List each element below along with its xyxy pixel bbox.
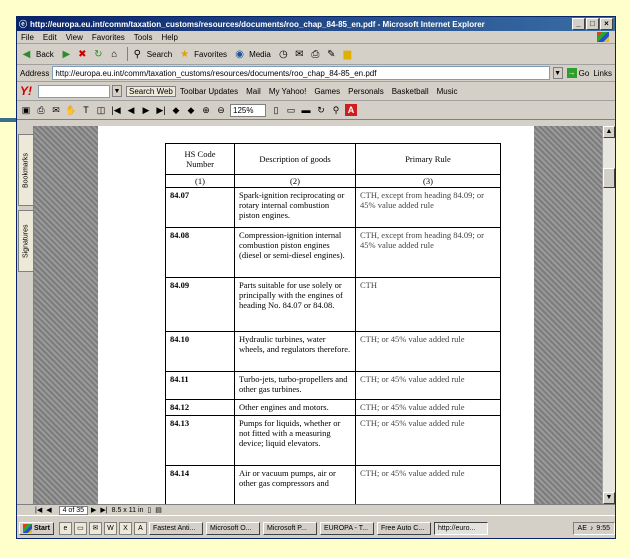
home-icon[interactable]: ⌂	[111, 48, 118, 60]
start-label: Start	[34, 524, 50, 532]
taskbar-item[interactable]: Free Auto C...	[377, 522, 431, 535]
hand-tool-icon[interactable]: ✋	[65, 104, 77, 115]
menu-view[interactable]: View	[65, 32, 83, 42]
hs-code-cell: 84.13	[166, 416, 235, 466]
back-button[interactable]: Back	[36, 49, 54, 59]
edit-icon[interactable]: ✎	[327, 48, 336, 60]
rule-cell: CTH; or 45% value added rule	[356, 466, 501, 505]
taskbar-item-active[interactable]: http://euro...	[434, 522, 488, 535]
address-url: http://europa.eu.int/comm/taxation_customs/resources/documents/roo_chap_84-85_en.pdf	[55, 68, 377, 78]
rule-cell: CTH, except from heading 84.09; or 45% value added rule	[356, 188, 501, 228]
maximize-button[interactable]: □	[586, 18, 599, 30]
select-text-icon[interactable]: T	[83, 105, 89, 115]
column-number: (2)	[235, 175, 356, 188]
go-label: Go	[578, 68, 590, 78]
menu-file[interactable]: File	[21, 32, 34, 42]
document-background-left	[34, 126, 98, 504]
favorites-star-icon[interactable]: ★	[180, 48, 190, 60]
rules-of-origin-table	[165, 143, 501, 504]
go-arrow-icon: →	[567, 68, 576, 77]
yahoo-search-dropdown[interactable]: ▼	[112, 85, 122, 97]
bookmarks-tab[interactable]: Bookmarks	[18, 134, 34, 206]
my-yahoo-button[interactable]: My Yahoo!	[268, 86, 307, 96]
print-icon[interactable]: ⎙	[311, 48, 320, 60]
continuous-page-icon[interactable]: ▤	[155, 507, 162, 514]
first-page-icon[interactable]: |◀	[111, 104, 121, 115]
hs-code-cell: 84.07	[166, 188, 235, 228]
snapshot-icon[interactable]: ◫	[96, 104, 106, 115]
page-number-field[interactable]: 4 of 35	[59, 506, 88, 515]
fit-page-icon[interactable]: ▭	[286, 104, 296, 115]
description-cell: Pumps for liquids, whether or not fitted with a measuring device; liquid elevators.	[235, 416, 356, 466]
description-cell: Compression-ignition internal combustion piston engines (diesel or semi-diesel engines).	[235, 228, 356, 278]
table-row	[166, 466, 501, 505]
adobe-logo-icon[interactable]: A	[345, 104, 357, 116]
slide-accent-bar	[0, 118, 16, 122]
header-hs-code: HS Code Number	[166, 144, 235, 175]
outlook-quicklaunch-icon[interactable]: ✉	[89, 522, 102, 535]
description-cell: Spark-ignition reciprocating or rotary internal combustion piston engines.	[235, 188, 356, 228]
forward-icon[interactable]: ▶	[62, 48, 71, 60]
last-page-button[interactable]: ▶|	[100, 507, 108, 514]
address-input[interactable]	[52, 66, 549, 80]
taskbar-item[interactable]: Fastest Anti...	[149, 522, 203, 535]
hs-code-cell: 84.11	[166, 372, 235, 400]
prev-page-button[interactable]: ◀	[46, 507, 52, 514]
menu-favorites[interactable]: Favorites	[91, 32, 125, 42]
hs-code-cell: 84.12	[166, 400, 235, 416]
go-forward-view-icon[interactable]: ◆	[187, 104, 195, 115]
column-number: (1)	[166, 175, 235, 188]
rule-cell: CTH; or 45% value added rule	[356, 416, 501, 466]
language-indicator[interactable]: AE	[577, 524, 587, 532]
search-web-button[interactable]: Search Web	[126, 86, 176, 97]
header-description: Description of goods	[235, 144, 356, 175]
pdf-page	[98, 126, 534, 504]
browser-window	[16, 16, 616, 539]
table-row	[166, 400, 501, 416]
favorites-button[interactable]: Favorites	[194, 49, 228, 59]
ie-quicklaunch-icon[interactable]: e	[59, 522, 72, 535]
menu-help[interactable]: Help	[161, 32, 178, 42]
folder-icon[interactable]: ▆	[343, 48, 352, 60]
close-button[interactable]: ×	[600, 18, 613, 30]
music-button[interactable]: Music	[436, 86, 458, 96]
previous-page-icon[interactable]: ◀	[127, 104, 135, 115]
first-page-button[interactable]: |◀	[35, 507, 43, 514]
yahoo-toolbar	[17, 82, 615, 101]
zoom-select[interactable]: 125%	[230, 104, 266, 117]
desktop-quicklaunch-icon[interactable]: ▭	[74, 522, 87, 535]
address-label: Address	[20, 68, 50, 78]
start-button[interactable]	[19, 522, 54, 535]
address-bar	[17, 65, 615, 82]
standard-toolbar	[17, 44, 615, 65]
zoom-out-icon[interactable]: ⊖	[217, 104, 225, 115]
header-primary-rule: Primary Rule	[356, 144, 501, 175]
pdf-status-bar	[17, 504, 615, 515]
word-quicklaunch-icon[interactable]: W	[104, 522, 117, 535]
toolbar-updates-button[interactable]: Toolbar Updates	[179, 86, 239, 96]
yahoo-logo[interactable]: Y!	[20, 84, 32, 98]
title-bar	[17, 17, 615, 31]
clock: 9:55	[596, 524, 610, 532]
taskbar-item[interactable]: Microsoft P...	[263, 522, 317, 535]
system-tray	[573, 522, 615, 535]
navigation-pane-tabs	[17, 126, 34, 504]
taskbar-item[interactable]: Microsoft O...	[206, 522, 260, 535]
table-row	[166, 228, 501, 278]
column-number-row	[166, 175, 501, 188]
description-cell: Air or vacuum pumps, air or other gas compressors and	[235, 466, 356, 505]
rule-cell: CTH	[356, 278, 501, 332]
refresh-icon[interactable]: ↻	[94, 48, 103, 60]
basketball-button[interactable]: Basketball	[391, 86, 429, 96]
signatures-tab[interactable]: Signatures	[18, 210, 34, 272]
description-cell: Other engines and motors.	[235, 400, 356, 416]
mail-button[interactable]: Mail	[246, 86, 261, 96]
table-row	[166, 278, 501, 332]
history-icon[interactable]: ◷	[278, 48, 288, 60]
media-icon[interactable]: ◉	[235, 48, 244, 60]
scroll-thumb[interactable]	[603, 168, 615, 188]
go-back-view-icon[interactable]: ◆	[172, 104, 180, 115]
windows-flag-icon	[597, 32, 609, 42]
ie-logo-icon: ⓔ	[19, 19, 27, 29]
rule-cell: CTH; or 45% value added rule	[356, 372, 501, 400]
windows-taskbar	[17, 515, 615, 539]
fit-width-icon[interactable]: ▬	[301, 105, 311, 115]
address-dropdown-button[interactable]: ▼	[553, 67, 563, 79]
last-page-icon[interactable]: ▶|	[156, 104, 166, 115]
description-cell: Parts suitable for use solely or principally with the engines of heading No. 84.07 or 84.08.	[235, 278, 356, 332]
rule-cell: CTH, except from heading 84.09; or 45% value added rule	[356, 228, 501, 278]
menu-tools[interactable]: Tools	[133, 32, 153, 42]
personals-button[interactable]: Personals	[348, 86, 384, 96]
go-button[interactable]	[567, 68, 590, 78]
print-pdf-icon[interactable]: ⎙	[37, 104, 45, 115]
minimize-button[interactable]: _	[572, 18, 585, 30]
toolbar-separator	[127, 47, 128, 61]
taskbar-item[interactable]: EUROPA - T...	[320, 522, 374, 535]
window-title: http://europa.eu.int/comm/taxation_customs/resources/documents/roo_chap_84-85_en.pdf - Microsoft Internet Explorer	[30, 19, 485, 29]
table-row	[166, 416, 501, 466]
links-label[interactable]: Links	[593, 68, 612, 78]
zoom-in-icon[interactable]: ⊕	[202, 104, 210, 115]
windows-logo-icon	[23, 524, 32, 533]
search-button[interactable]: Search	[146, 49, 173, 59]
excel-quicklaunch-icon[interactable]: X	[119, 522, 132, 535]
pdf-toolbar	[17, 101, 615, 120]
mail-icon[interactable]: ✉	[295, 48, 304, 60]
column-number: (3)	[356, 175, 501, 188]
next-page-icon[interactable]: ▶	[142, 104, 150, 115]
yahoo-search-input[interactable]	[38, 85, 110, 98]
pdf-viewer	[17, 126, 615, 504]
table-row	[166, 188, 501, 228]
scroll-down-button[interactable]: ▼	[603, 492, 615, 504]
hs-code-cell: 84.14	[166, 466, 235, 505]
description-cell: Turbo-jets, turbo-propellers and other gas turbines.	[235, 372, 356, 400]
media-button[interactable]: Media	[249, 49, 271, 59]
hs-code-cell: 84.10	[166, 332, 235, 372]
document-background-right	[534, 126, 602, 504]
games-button[interactable]: Games	[314, 86, 341, 96]
rotate-icon[interactable]: ↻	[317, 104, 325, 115]
rule-cell: CTH; or 45% value added rule	[356, 332, 501, 372]
stop-icon[interactable]: ✖	[78, 48, 87, 60]
table-header-row	[166, 144, 501, 175]
search-pdf-icon[interactable]: ⚲	[332, 104, 340, 115]
volume-icon[interactable]: ♪	[589, 524, 594, 532]
access-quicklaunch-icon[interactable]: A	[134, 522, 147, 535]
description-cell: Hydraulic turbines, water wheels, and regulators therefore.	[235, 332, 356, 372]
menu-edit[interactable]: Edit	[42, 32, 57, 42]
back-icon[interactable]: ◀	[22, 48, 31, 60]
vertical-scrollbar[interactable]	[602, 126, 616, 504]
email-icon[interactable]: ✉	[52, 104, 60, 115]
single-page-icon[interactable]: ▯	[147, 507, 152, 514]
page-size-label: 8.5 x 11 in	[111, 506, 144, 514]
save-icon[interactable]: ▣	[21, 104, 31, 115]
hs-code-cell: 84.08	[166, 228, 235, 278]
menu-bar	[17, 31, 615, 44]
hs-code-cell: 84.09	[166, 278, 235, 332]
actual-size-icon[interactable]: ▯	[273, 104, 279, 115]
rule-cell: CTH; or 45% value added rule	[356, 400, 501, 416]
scroll-up-button[interactable]: ▲	[603, 126, 615, 138]
table-row	[166, 372, 501, 400]
next-page-button[interactable]: ▶	[91, 507, 97, 514]
table-row	[166, 332, 501, 372]
search-icon[interactable]: ⚲	[133, 48, 141, 60]
